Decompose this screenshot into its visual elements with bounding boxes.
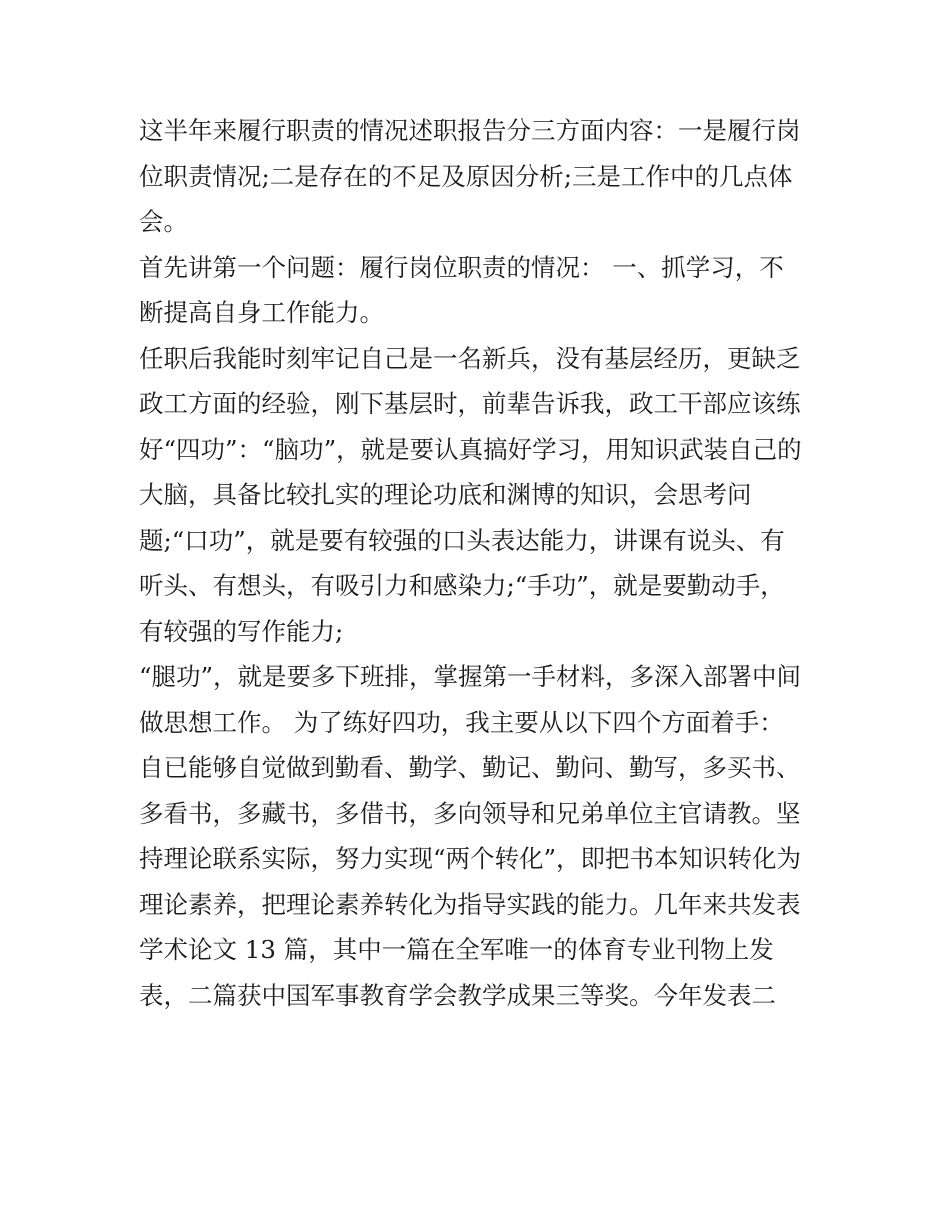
text-line: “腿功”，就是要多下班排，掌握第一手材料，多深入部署中间	[139, 662, 802, 691]
text-line: 会。	[139, 207, 188, 236]
text-line: 好“四功”：“脑功”，就是要认真搞好学习，用知识武装自己的	[139, 434, 802, 464]
text-line: 听头、有想头，有吸引力和感染力;“手功”，就是要勤动手，	[139, 571, 785, 600]
text-line: 自已能够自觉做到勤看、勤学、勤记、勤问、勤写，多买书、	[139, 753, 801, 782]
text-line: 多看书，多藏书，多借书，多向领导和兄弟单位主官请教。坚	[139, 798, 801, 828]
text-line: 政工方面的经验，刚下基层时，前辈告诉我，政工干部应该练	[139, 389, 801, 418]
text-line: 这半年来履行职责的情况述职报告分三方面内容：一是履行岗	[139, 116, 801, 145]
document-body	[139, 108, 829, 1018]
text-line: 有较强的写作能力;	[139, 616, 344, 646]
text-line: 断提高自身工作能力。	[139, 298, 384, 327]
text-line: 做思想工作。 为了练好四功，我主要从以下四个方面着手：	[139, 707, 784, 737]
text-line: 位职责情况;二是存在的不足及原因分析;三是工作中的几点体	[139, 161, 793, 191]
text-line: 任职后我能时刻牢记自己是一名新兵，没有基层经历，更缺乏	[139, 343, 801, 373]
text-line: 首先讲第一个问题：履行岗位职责的情况： 一、抓学习，不	[139, 252, 784, 282]
text-line: 理论素养，把理论素养转化为指导实践的能力。几年来共发表	[139, 889, 801, 919]
text-line: 持理论联系实际，努力实现“两个转化”，即把书本知识转化为	[139, 844, 802, 873]
text-line: 学术论文 13 篇，其中一篇在全军唯一的体育专业刊物上发	[139, 935, 774, 964]
text-line: 大脑，具备比较扎实的理论功底和渊博的知识，会思考问	[139, 480, 752, 509]
text-line: 表，二篇获中国军事教育学会教学成果三等奖。今年发表二	[139, 980, 776, 1010]
text-line: 题;“口功”，就是要有较强的口头表达能力，讲课有说头、有	[139, 525, 785, 555]
